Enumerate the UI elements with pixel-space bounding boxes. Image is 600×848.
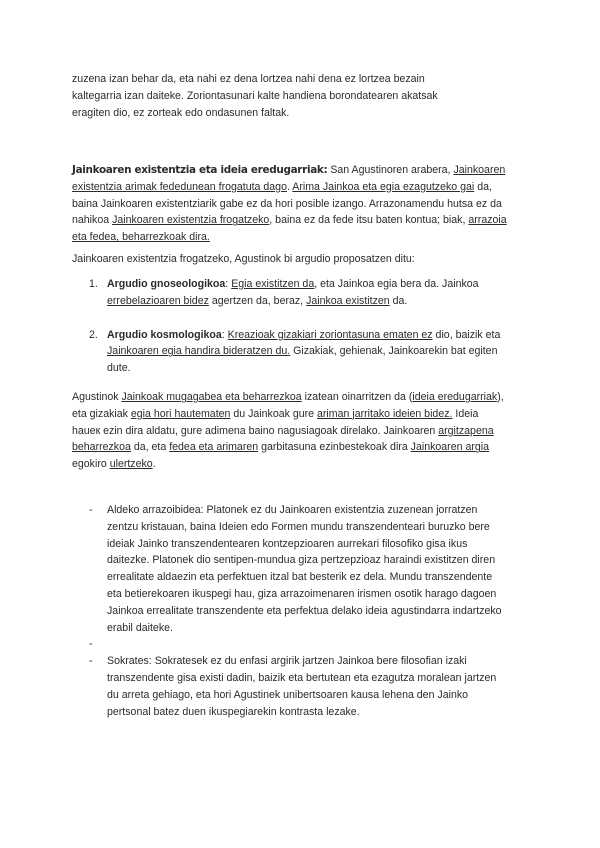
- section-heading: Jainkoaren existentzia eta ideia eredugarriak:: [72, 164, 328, 176]
- list-item: [72, 502, 528, 636]
- underlined-text: ulertzeko: [109, 458, 153, 471]
- underlined-text: Jainkoaren egia handira bideratzen du.: [107, 345, 291, 358]
- text-run: , baina ez da fede itsu baten kontua; biak,: [269, 214, 469, 227]
- text-run: haueк ezin dira aldatu, gure adimena baino nagusiagoak direlako. Jainkoaren: [72, 424, 439, 437]
- text-line: [72, 212, 528, 229]
- text-line: kaltegarria izan daiteke. Zoriontasunari kalte handiena borondatearen akatsak: [72, 89, 438, 102]
- text-line: [107, 293, 528, 310]
- underlined-text: Kreazioak gizakiari zoriontasuna ematen ez: [227, 328, 433, 341]
- text-run: nahikoa: [72, 214, 113, 227]
- text-line: transzendente gisa existi dadin, baizik eta bertutean eta ezagutza moralean jartzen: [107, 671, 497, 684]
- list-item: [72, 276, 528, 310]
- text-line: ideiak Jainko transzendentearen kontzepzioaren aurrekari filosofiko gisa ikus: [107, 537, 468, 550]
- underlined-text: ariman jarritako ideien bidez.: [317, 407, 453, 420]
- text-run: da, eta: [130, 441, 170, 454]
- empty-line: [107, 636, 528, 653]
- text-run: Ideia: [452, 407, 479, 420]
- underlined-text: Arima Jainkoa eta egia ezagutzeko gai: [292, 180, 475, 193]
- text-line: baina Jainkoaren existentziarik gabe ez da hori posible izango. Arrazonamendu hutsa ez da: [72, 197, 502, 210]
- text-run: Agustinok: [72, 391, 122, 403]
- underlined-text: eta fedea, beharrezkoak dira.: [72, 231, 210, 244]
- list-item: [72, 653, 528, 720]
- section-paragraph: [72, 162, 528, 246]
- text-line: [72, 389, 528, 406]
- underlined-text: Jainkoa existitzen: [306, 294, 390, 307]
- text-run: dio, baizik eta: [432, 328, 501, 341]
- underlined-text: argitzapena: [438, 424, 494, 437]
- text-line: Sokrates: Sokratesek ez du enfasi argirik jartzen Jainkoa bere filosofian izaki: [107, 655, 467, 668]
- text-line: [72, 439, 528, 456]
- intro-paragraph: [72, 71, 528, 121]
- text-line: zentzu kristauan, baina Ideien edo Formen mundu transzendenteari buruzko bere: [107, 520, 490, 533]
- text-run: da,: [474, 180, 492, 193]
- text-run: San Agustinoren arabera,: [327, 164, 454, 176]
- text-run: da.: [389, 294, 408, 307]
- text-run: egokiro: [72, 458, 110, 471]
- underlined-text: Jainkoaren argia: [410, 441, 489, 454]
- text-line: [72, 406, 528, 423]
- text-line: daitezke. Platonek dio sentipen-mundua giza pertzepzioaz haraindi existitzen diren: [107, 554, 496, 567]
- list-item: [72, 327, 528, 377]
- list-number: 2.: [89, 328, 98, 341]
- argument-intro: Jainkoaren existentzia frogatzeko, Agustinok bi argudio proposatzen ditu:: [72, 253, 415, 265]
- text-line: du arreta gehiago, eta hori Agustinek unibertsoaren kausa lehena den Jainko: [107, 688, 469, 701]
- text-line: [72, 229, 528, 246]
- underlined-text: existentzia arimak fededunean frogatuta dago: [72, 180, 287, 193]
- underlined-text: arrazoia: [468, 214, 507, 227]
- text-line: pertsonal batez duen ikuspegiarekin kontrasta lezake.: [107, 705, 360, 718]
- text-run: , eta Jainkoa egia bera da. Jainkoa: [314, 278, 479, 290]
- text-line: dute.: [107, 362, 131, 375]
- text-line: eragiten dio, ez zorteak edo ondasunen faltak.: [72, 106, 290, 119]
- text-line: [107, 343, 528, 360]
- text-line: [72, 423, 528, 440]
- text-line: erabil daiteke.: [107, 621, 173, 634]
- text-run: :: [221, 328, 228, 341]
- underlined-text: Jainkoak mugagabea eta beharrezkoa: [121, 391, 302, 403]
- text-line: Aldeko arrazoibidea: Platonek ez du Jainkoaren existentzia zuzenean jorratzen: [107, 504, 478, 516]
- text-run: du Jainkoak gure: [230, 407, 318, 420]
- text-line: eta betierekoaren ikuspegi hau, giza arrazoimenaren irismen osotik harago dagoen: [107, 587, 497, 600]
- dash-bullet: -: [89, 638, 93, 651]
- bold-term: Argudio gnoseologikoa: [107, 278, 226, 290]
- list-item: [72, 636, 528, 653]
- underlined-text: Jainkoaren existentzia frogatzeko: [112, 214, 270, 227]
- dash-bullet: -: [89, 504, 93, 516]
- text-run: ),: [497, 391, 504, 403]
- bold-term: Argudio kosmologikoa: [107, 328, 222, 341]
- underlined-text: beharrezkoa: [72, 441, 131, 454]
- underlined-text: egia hori hautematen: [130, 407, 231, 420]
- text-run: eta gizakiak: [72, 407, 131, 420]
- text-line: [107, 327, 528, 344]
- numbered-list: [72, 276, 528, 377]
- text-line: Jainkoa errealitate transzendente eta perfektua delako ideia agustindarra indartzeko: [107, 604, 502, 617]
- dash-list: [72, 502, 528, 720]
- text-run: agertzen da, beraz,: [208, 294, 307, 307]
- underlined-text: fedea eta arimaren: [169, 441, 259, 454]
- underlined-text: ideia eredugarriak: [412, 391, 498, 403]
- underlined-text: Egia existitzen da: [231, 278, 315, 290]
- text-run: izatean oinarritzen da (: [301, 391, 413, 403]
- agustin-paragraph: [72, 389, 528, 473]
- text-run: garbitasuna ezinbestekoak dira: [258, 441, 411, 454]
- list-number: 1.: [89, 278, 98, 290]
- text-line: zuzena izan behar da, eta nahi ez dena lortzea nahi dena ez lortzea bezain: [72, 73, 425, 85]
- text-run: .: [286, 180, 293, 193]
- text-line: [72, 179, 528, 196]
- text-line: [107, 276, 528, 293]
- text-line: errealitate aldaezin eta perfektuen itzal bat besterik ez dela. Mundu transzendente: [107, 571, 493, 584]
- text-run: :: [225, 278, 232, 290]
- underlined-text: errebelazioaren bidez: [107, 294, 209, 307]
- dash-bullet: -: [89, 655, 93, 668]
- text-run: .: [152, 458, 156, 471]
- text-run: Gizakiak, gehienak, Jainkoarekin bat egiten: [290, 345, 498, 358]
- text-line: [72, 162, 528, 179]
- text-line: [72, 456, 528, 473]
- underlined-text: Jainkoaren: [453, 164, 506, 176]
